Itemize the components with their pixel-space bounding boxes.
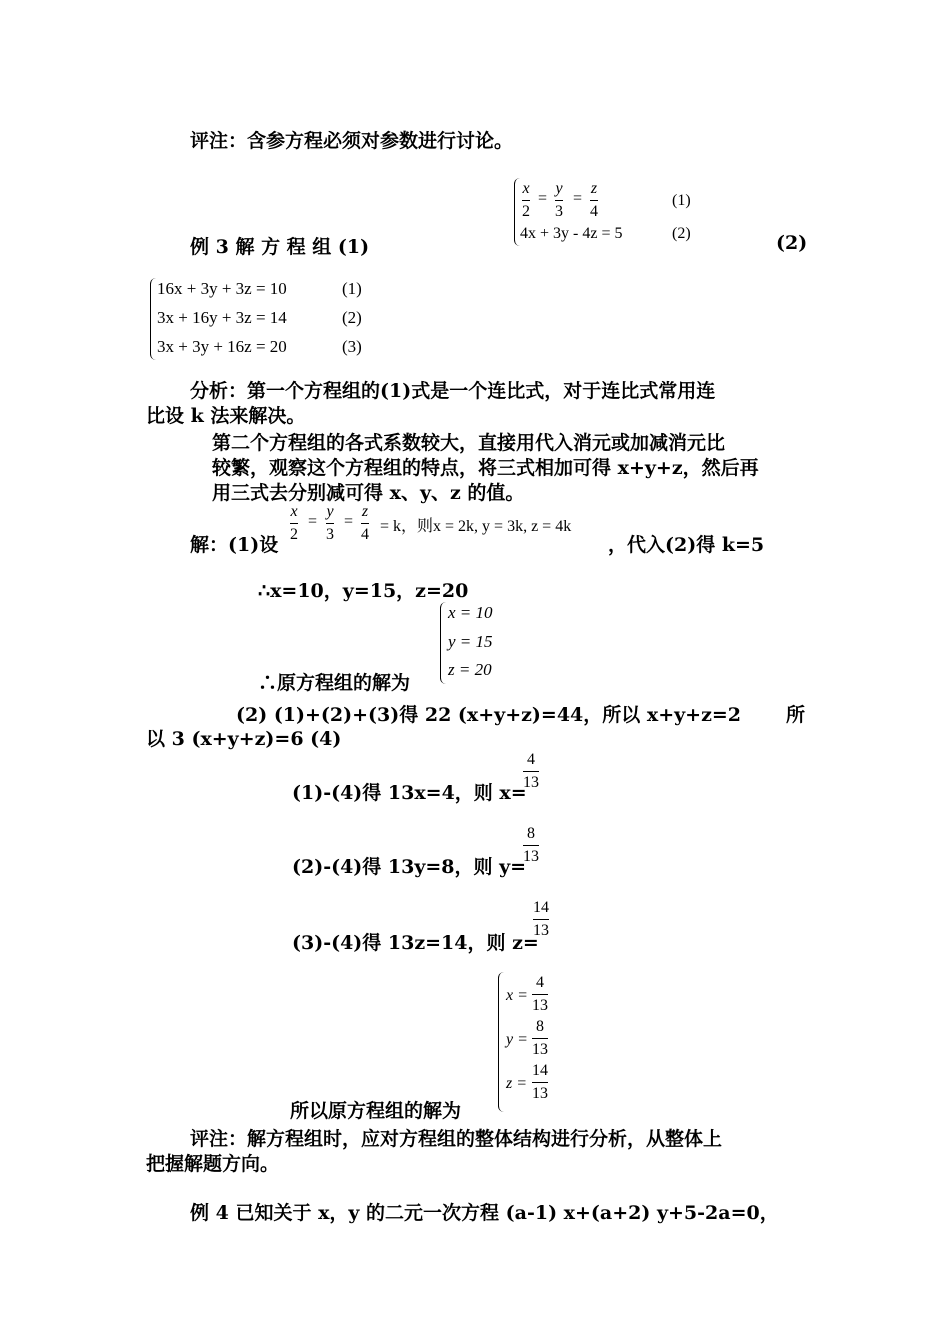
frac-z-4: z 4: [361, 503, 369, 543]
comment-2-line-2: 把握解题方向。: [146, 1153, 280, 1175]
example-3-label: 例 3 解 方 程 组 (1): [190, 236, 370, 258]
frac-4-13: 4 13: [523, 751, 539, 791]
k-equation: = k，则x = 2k, y = 3k, z = 4k: [380, 518, 572, 535]
analysis-line-1: 分析：第一个方程组的(1)式是一个连比式，对于连比式常用连: [190, 380, 716, 402]
system-2-brace: [150, 278, 157, 360]
comment-2-line-1: 评注：解方程组时，应对方程组的整体结构进行分析，从整体上: [190, 1128, 723, 1150]
analysis-line-3: 第二个方程组的各式系数较大，直接用代入消元或加减消元比: [212, 432, 726, 454]
comment-1: 评注：含参方程必须对参数进行讨论。: [190, 130, 514, 152]
frac-y-3: y 3: [555, 180, 563, 220]
example-4: 例 4 已知关于 x，y 的二元一次方程 (a-1) x+(a+2) y+5-2a=0，: [190, 1202, 779, 1224]
example-3-part2-label: (2): [776, 232, 808, 254]
eq-sign: =: [344, 513, 354, 530]
final-solution-label: 所以原方程组的解为: [290, 1100, 462, 1122]
eq-sign: =: [308, 513, 318, 530]
step-1: (1)-(4)得 13x=4，则 x=: [292, 782, 527, 804]
equation: 3x + 16y + 3z = 14: [157, 308, 287, 327]
final-solution-brace: [498, 972, 505, 1112]
analysis-line-5: 用三式去分别减可得 x、y、z 的值。: [212, 482, 525, 504]
solution-x: x = 10: [448, 603, 493, 622]
final-y-label: y =: [506, 1031, 528, 1048]
equation: 3x + 3y + 16z = 20: [157, 337, 287, 356]
substitute-text: ，代入(2)得 k=5: [608, 534, 765, 556]
solution-prefix: 解：(1)设: [190, 534, 279, 556]
equation: 4x + 3y - 4z = 5: [520, 225, 623, 242]
eq-tag: (1): [342, 279, 362, 298]
solution-y: y = 15: [448, 632, 493, 651]
frac-x-2: x 2: [290, 503, 298, 543]
frac-z-4: z 4: [590, 180, 598, 220]
analysis-line-2: 比设 k 法来解决。: [146, 405, 306, 427]
eq-sign: =: [573, 190, 583, 207]
eq-tag: (1): [672, 192, 691, 209]
frac-14-13: 14 13: [533, 899, 549, 939]
frac-x-2: x 2: [522, 180, 530, 220]
solution-z: z = 20: [448, 660, 492, 679]
final-z-label: z =: [506, 1075, 528, 1092]
frac-y-3: y 3: [326, 503, 334, 543]
eq-tag: (2): [342, 308, 362, 327]
analysis-line-4: 较繁，观察这个方程组的特点，将三式相加可得 x+y+z，然后再: [212, 457, 759, 479]
step-2: (2)-(4)得 13y=8，则 y=: [292, 856, 527, 878]
final-x-frac: 4 13: [532, 974, 548, 1014]
part-2-line-2: 以 3 (x+y+z)=6 (4): [146, 728, 342, 750]
step-3: (3)-(4)得 13z=14，则 z=: [292, 932, 539, 954]
final-z-frac: 14 13: [532, 1062, 548, 1102]
solution-1-label: ∴原方程组的解为: [258, 672, 411, 694]
frac-8-13: 8 13: [523, 825, 539, 865]
equation: 16x + 3y + 3z = 10: [157, 279, 287, 298]
eq-tag: (3): [342, 337, 362, 356]
solution-1-brace: [440, 602, 447, 684]
eq-tag: (2): [672, 225, 691, 242]
part-2-line-1-tail: 所: [786, 704, 806, 726]
result-1: ∴x=10，y=15，z=20: [258, 580, 469, 602]
part-2-line-1: (2) (1)+(2)+(3)得 22 (x+y+z)=44，所以 x+y+z=2: [236, 704, 742, 726]
final-x-label: x =: [506, 987, 528, 1004]
final-y-frac: 8 13: [532, 1018, 548, 1058]
eq-sign: =: [538, 190, 548, 207]
